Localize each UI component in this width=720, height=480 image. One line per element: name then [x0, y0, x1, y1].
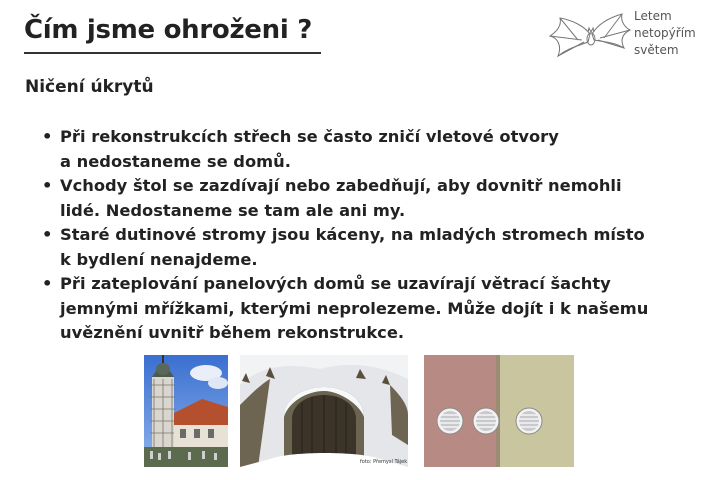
- bullet-item: [40, 223, 710, 272]
- bullet-item: [40, 174, 710, 223]
- bullet-item: [40, 125, 710, 174]
- title-underline: [24, 52, 321, 54]
- bullet-line: lidé. Nedostaneme se tam ale ani my.: [60, 200, 406, 220]
- church-scaffolding-photo: [144, 355, 228, 467]
- logo-line-1: Letem: [634, 9, 672, 23]
- logo: [548, 6, 718, 62]
- bullet-line: k bydlení nenajdeme.: [60, 249, 258, 269]
- page-title: Čím jsme ohroženi ?: [24, 15, 312, 45]
- bullet-list: [40, 125, 710, 346]
- bullet-line: a nedostaneme se domů.: [60, 151, 291, 171]
- bullet-line: • Vchody štol se zazdívají nebo zabedňují, aby dovnitř nemohli: [60, 176, 622, 195]
- logo-line-3: světem: [634, 43, 679, 57]
- logo-line-2: netopýřím: [634, 26, 696, 40]
- photo-strip: [0, 355, 720, 467]
- mine-entrance-photo: [240, 355, 408, 467]
- bullet-line: uvěznění uvnitř během rekonstrukce.: [60, 323, 405, 342]
- bullet-line: • Při zateplování panelových domů se uzavírají větrací šachty: [60, 274, 611, 293]
- bullet-item: [40, 272, 710, 346]
- photo-caption: foto: Přemysl Tájek: [360, 459, 408, 465]
- bullet-line: • Při rekonstrukcích střech se často zničí vletové otvory: [60, 127, 559, 146]
- vent-grilles-photo: [424, 355, 574, 467]
- bullet-line: jemnými mřížkami, kterými neprolezeme. Může dojít i k našemu: [60, 298, 649, 318]
- bullet-line: • Staré dutinové stromy jsou káceny, na mladých stromech místo: [60, 225, 645, 244]
- bat-icon: [548, 12, 632, 62]
- section-subtitle: Ničení úkrytů: [25, 77, 154, 97]
